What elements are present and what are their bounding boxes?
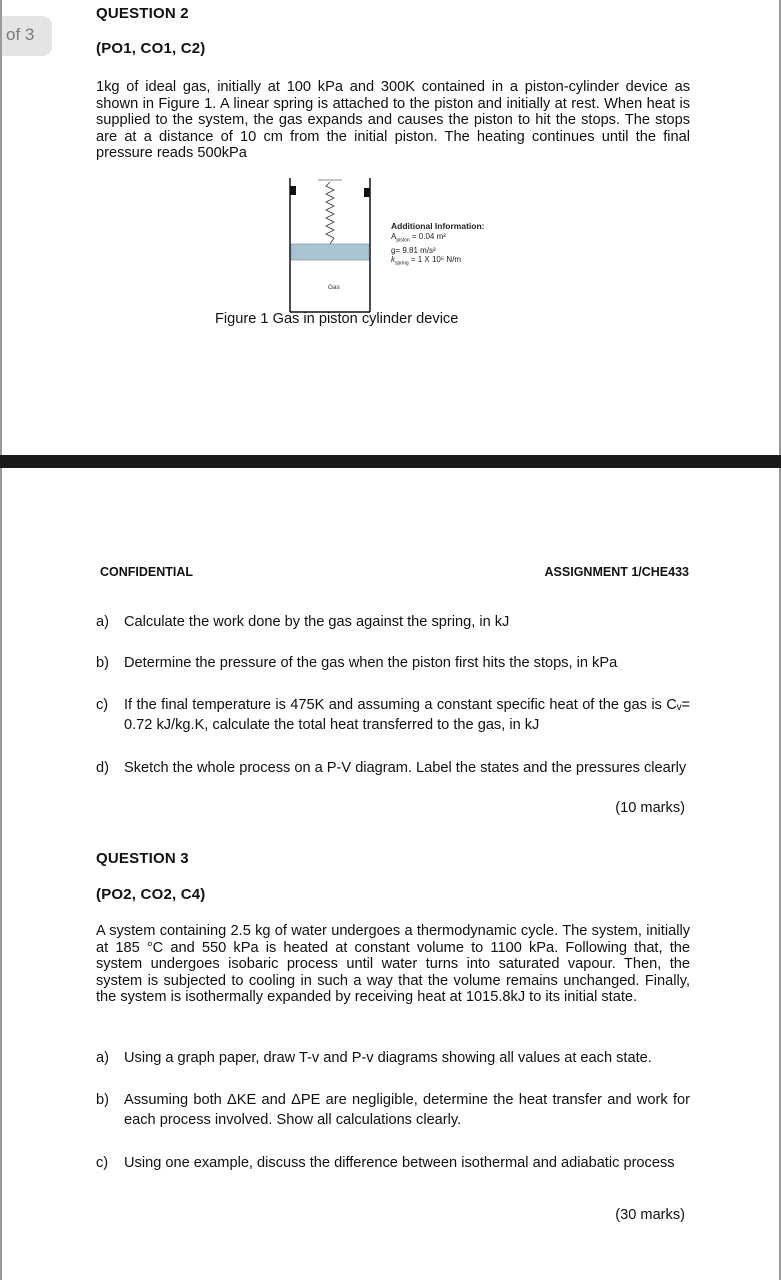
q3-marks: (30 marks) (615, 1207, 685, 1223)
page-bottom: CONFIDENTIAL ASSIGNMENT 1/CHE433 a) Calculate the work done by the gas against the spring, in kJ b) Determine the pressure of the gas when the piston first hits the stops, in kPa c) If the final temperature is 475K and assuming a constant specific heat of the gas is Cᵥ= 0.72 kJ/kg.K, calculate the total heat transferred to the gas, in kJ d) Sketch the whole process on a P-V diagram. Label the states and the pressures clearly (10 marks) QUESTION 3 (PO2, CO2, C4) A system containing 2.5 kg of water undergoes a thermodynamic cycle. The system, initially at 185 °C and 550 kPa is heated at constant volume to 1100 kPa. Following that, the system undergoes isobaric process until water turns into saturated vapour. Then, the system is subjected to cooling in such a way that the volume remains unchanged. Finally, the system is isothermally expanded by receiving heat at 1015.8kJ to its initial state. a) Using a graph paper, draw T-v and P-v diagrams showing all values at each state. b) Assuming both ΔKE and ΔPE are negligible, determine the heat transfer and work for each process involved. Show all calculations clearly. c) Using one example, discuss the difference between isothermal and adiabatic process (30 marks) (0, 468, 781, 1280)
additional-info (391, 222, 531, 269)
q2-intro: 1kg of ideal gas, initially at 100 kPa and 300K contained in a piston-cylinder device as shown in Figure 1. A linear spring is attached to the piston and initially at rest. When heat is supplied to the system, the gas expands and causes the piston to hit the stops. The stops are at a distance of 10 cm from the initial piston. The heating continues until the final pressure reads 500kPa (96, 79, 690, 161)
piston (291, 244, 369, 260)
q3-codes: (PO2, CO2, C4) (96, 886, 206, 903)
figure-caption: Figure 1 Gas in piston cylinder device (215, 311, 459, 327)
header-assignment: ASSIGNMENT 1/CHE433 (544, 565, 689, 579)
gas-label: Gas (328, 284, 340, 291)
page-indicator: of 3 (2, 16, 52, 56)
q3-title: QUESTION 3 (96, 850, 189, 867)
info-area: $A_{piston} = 0.04$ m² (391, 231, 446, 244)
info-title: Additional Information: (391, 221, 485, 231)
q2-title: QUESTION 2 (96, 5, 189, 22)
spring (326, 182, 334, 244)
stop-left (290, 186, 296, 195)
q3-intro: A system containing 2.5 kg of water undergoes a thermodynamic cycle. The system, initially at 185 °C and 550 kPa is heated at constant volume to 1100 kPa. Following that, the system undergoes isobaric process until water turns into saturated vapour. Then, the system is subjected to cooling in such a way that the volume remains unchanged. Finally, the system is isothermally expanded by receiving heat at 1015.8kJ to its initial state. (96, 923, 690, 1005)
q2-marks: (10 marks) (615, 800, 685, 816)
stop-right (364, 188, 370, 197)
q2-codes: (PO1, CO1, C2) (96, 40, 206, 57)
header-confidential: CONFIDENTIAL (100, 565, 194, 579)
info-gravity: g= 9.81 m/s² (391, 245, 436, 255)
info-spring: $k_{spring} = 1$ X 10⁵ N/m (391, 255, 462, 267)
page-top (0, 0, 781, 455)
page-separator (0, 455, 781, 468)
